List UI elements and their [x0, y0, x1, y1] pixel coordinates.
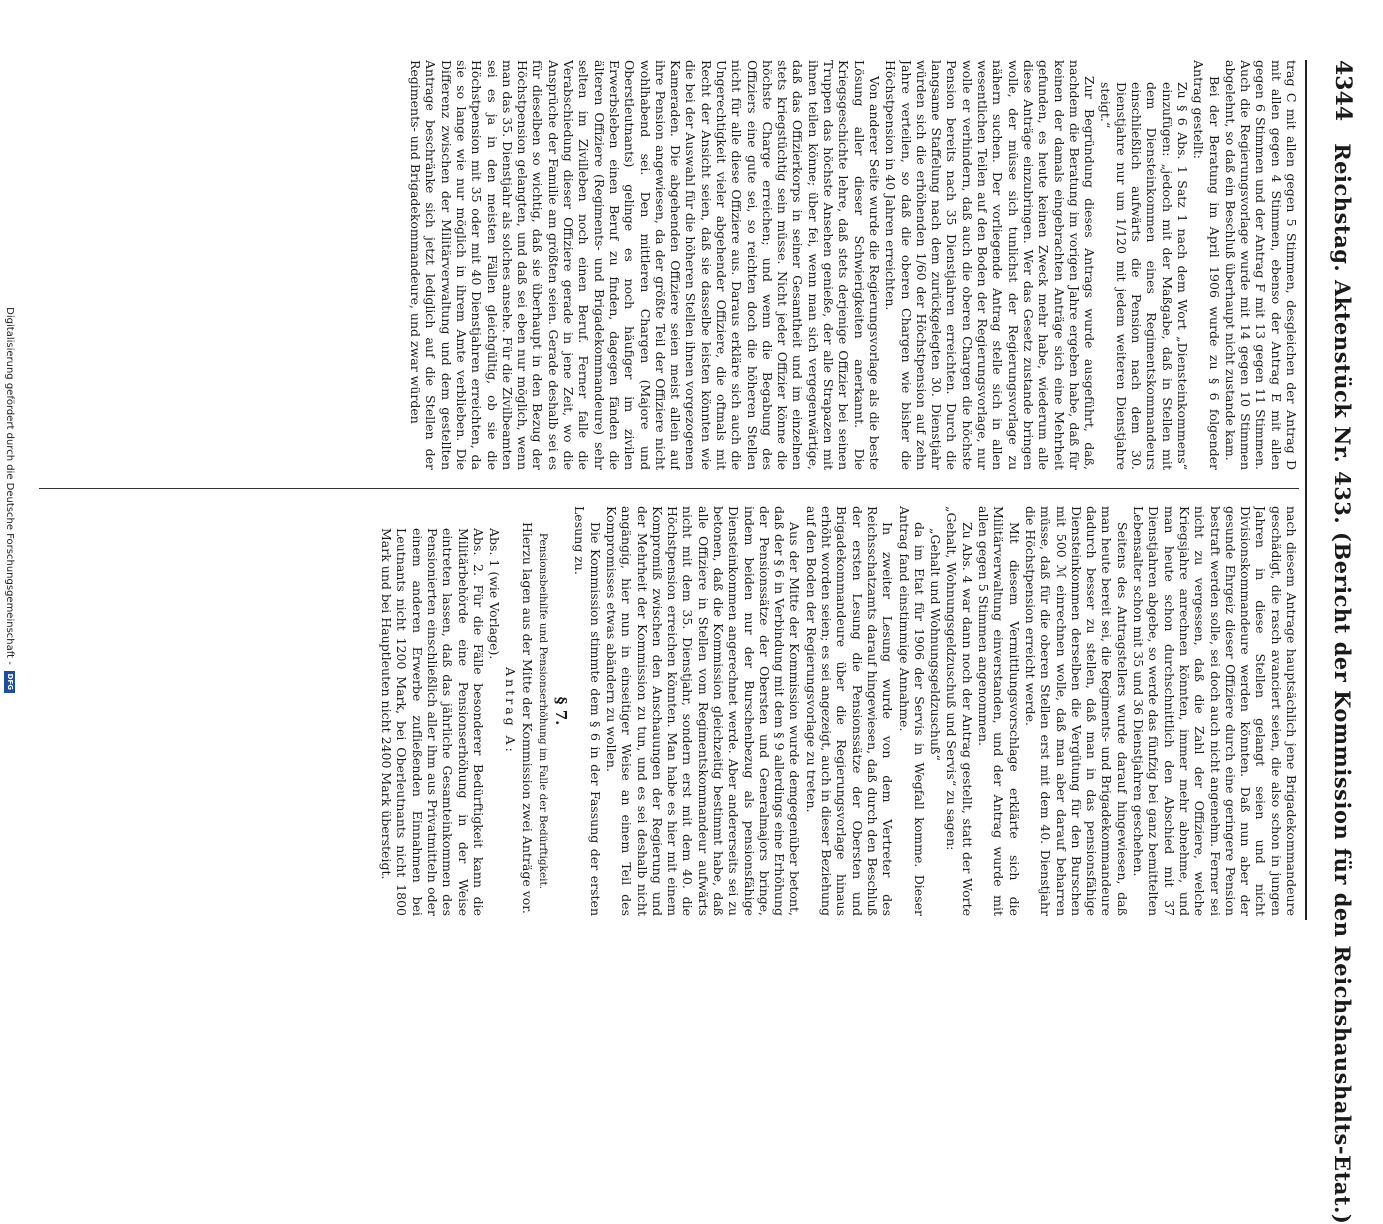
footer-text: Digitalisierung gefördert durch die Deutsche Forschungsgemeinschaft - [4, 307, 16, 665]
right-column-paragraph: Die Kommission stimmte dem § 6 in der Fassung der ersten Lesung zu. [572, 506, 603, 916]
left-column-paragraph: trag C mit allen gegen 5 Stimmen, desgleichen der Antrag D mit allen gegen 4 Stimmen, ebenso der Antrag E mit allen gegen 6 Stimmen und der Antrag F mit 13 gegen 11 Stimmen. Auch die Regierungsvorlage wurde mit 14 gegen 10 Stimmen abgelehnt, so daß ein Beschluß überhaupt nicht zustande kam. [1222, 60, 1299, 470]
left-column-paragraph: Zur Begründung dieses Antrags wurde ausgeführt, daß, nachdem die Beratung im vorigen Jahre ergeben habe, daß für keinen der damals eingebrachten Anträge sich eine Mehrheit gefunden, es heute keinen Zweck mehr habe, wiederum alle diese Anträge einzubringen. Wer das Gesetz zustande bringen wolle, der müsse sich tunlichst der Regierungsvorlage zu nähern suchen. Der vorliegende Antrag stelle sich in allen wesentlichen Teilen auf den Boden der Regierungsvorlage, nur wolle er verhindern, daß auch die oberen Chargen die höchste Pension bereits nach 35 Dienstjahren erreichten. Durch die langsame Staffelung nach dem zurückgelegten 30. Dienstjahr würden sich die erhöhenden 1/60 der Höchstpension auf zehn Jahre verteilen, so daß die oberen Chargen wie bisher die Höchstpension in 40 Jahren erreichten. [883, 60, 1098, 470]
page-number: 4344 [1330, 60, 1356, 122]
right-column-paragraph: Abs. 1 (wie Vorlage). [487, 528, 503, 660]
header-rule [1305, 60, 1307, 920]
page-header [1321, 60, 1365, 1224]
right-column-paragraph: Antrag A: [503, 667, 519, 755]
right-column [39, 506, 1299, 916]
right-column-paragraph: Hierzu lagen aus der Mitte der Kommission zwei Anträge vor. [519, 522, 535, 914]
right-column-paragraph: nach diesem Antrage hauptsächlich jene Brigadekommandeure geschädigt, die rasch avanciert seien, die also schon in jungen Jahren in diese Stellen gelangt seien und nicht Divisionskommandeure werden könnten. Daß nun aber der gesunde Ehrgeiz dieser Offiziere durch eine geringere Pension bestraft werden solle, sei doch auch nicht angenehm. Ferner sei nicht zu vergessen, daß die Zahl der Offiziere, welche Kriegsjahre anrechnen könnten, immer mehr abnehme, und man heute schon durchschnittlich den Abschied mit 37 Dienstjahren abgebe, so werde das fünfzig bei ganz bemittelten Lebensalter schon mit 35 und 36 Dienstjahren geschehen. [1131, 506, 1299, 916]
left-column-paragraph: Bei der Beratung im April 1906 wurde zu § 6 folgender Antrag gestellt: [1191, 60, 1222, 470]
right-column-paragraph: Abs. 2. Für die Fälle besonderer Bedürftigkeit kann die Militärbehörde eine Pensionserhöhung in der Weise eintreten lassen, daß das jährliche Gesamteinkommen des Pensionierten einschließlich aller ihm aus Privatmitteln oder einem anderen Erwerbe zufließenden Einnahmen bei Leutnants nicht 1200 Mark, bei Oberleutnants nicht 1800 Mark und bei Hauptleuten nicht 2400 Mark übersteigt. [379, 528, 486, 916]
right-column-paragraph: Zu Abs. 4 war dann noch der Antrag gestellt, statt der Worte „Gehalt, Wohnungsgeldzuschuß und Servis“ zu sagen: [944, 506, 975, 916]
right-column-paragraph: § 7. [552, 696, 571, 726]
left-column-paragraph: Zu § 6 Abs. 1 Satz 1 nach dem Wort „Diensteinkommens“ einzufügen: „jedoch mit der Maßgabe, daß in Stellen mit dem Diensteinkommen eines Regimentskommandeurs einschließlich aufwärts die Pension nach dem 30. Dienstjahre nur um 1/120 mit jedem weiteren Dienstjahre steigt.“ [1098, 82, 1190, 470]
right-column-paragraph: Mit diesem Vermittlungsvorschlage erklärte sich die Militärverwaltung einverstanden, und der Antrag wurde mit allen gegen 5 Stimmen angenommen. [976, 506, 1022, 916]
right-column-paragraph: da im Etat für 1906 der Servis in Wegfall komme. Dieser Antrag fand einstimmige Annahme. [896, 506, 927, 916]
left-column [39, 60, 1299, 470]
running-title: Reichstag. Aktenstück Nr. 433. (Bericht der Kommission für den Reichshaushalts-Etat.) [1330, 143, 1356, 1224]
right-column-paragraph: Aus der Mitte der Kommission wurde demgegenüber betont, daß der § 6 in Verbindung mit dem § 9 allerdings eine Erhöhung der Pensionssätze der Obersten und Generalmajors bringe, indem beiden nur der Burschenbezug als pensionsfähige Diensteinkommen angerechnet werde. Aber andererseits sei zu betonen, daß die Kommission gleichzeitig bestimmt habe, daß alle Offiziere in Stellen vom Regimentskommandeur aufwärts nicht mit dem 35. Dienstjahr, sondern erst mit dem 40. die Höchstpension erreichen könnten. Man habe es hier mit einem Kompromiß zwischen den Anschauungen der Regierung und der Mehrheit der Kommission zu tun, und es sei deshalb nicht angängig, hier nun in einseitiger Weise an einem Teil des Kompromisses etwas abändern zu wollen. [603, 506, 803, 916]
right-column-paragraph: In zweiter Lesung wurde von dem Vertreter des Reichsschatzamts darauf hingewiesen, daß durch den Beschluß der ersten Lesung die Pensionssätze der Obersten und Brigadekommandeure über die Regierungsvorlage hinaus erhöht worden seien; es sei angezeigt, auch in dieser Beziehung auf den Boden der Regierungsvorlage zu treten. [803, 506, 896, 916]
right-column-paragraph: „Gehalt und Wohnungsgeldzuschuß“ [928, 528, 944, 761]
column-divider [39, 488, 1299, 489]
dfg-logo: DFG [5, 671, 16, 693]
right-column-paragraph: Pensionsbeihilfe und Pensionserhöhung im Falle der Bedürftigkeit. [536, 532, 549, 890]
right-column-paragraph: Seitens des Antragstellers wurde darauf hingewiesen, daß man heute bereit sei, die Regiments- und Brigadekommandeure dadurch besser zu stellen, daß man in das pensionsfähige Diensteinkommen derselben die Vergütung für den Burschen mit 500 ℳ einrechnen wolle, daß man aber darauf beharren müsse, daß für die oberen Stellen erst mit dem 40. Dienstjahr die Höchstpension erreicht werde. [1022, 506, 1130, 916]
left-column-paragraph: Von anderer Seite wurde die Regierungsvorlage als die beste Lösung aller dieser Schwierigkeiten anerkannt. Die Kriegsgeschichte lehre, daß stets derjenige Offizier bei seinen Truppen das höchste Ansehen genieße, der alle Strapazen mit ihnen teilen könne; über fei, wenn man sich vergegenwärtige, daß das Offizierkorps in seiner Gesamtheit und im einzelnen stets kriegstüchtig sein müsse. Nicht jeder Offizier könne die höchste Charge erreichen; und wenn die Begabung des Offiziers eine gute sei, so reichten doch die höheren Stellen nicht für alle diese Offiziere aus. Daraus erkläre sich auch die Ungerechtigkeit vieler abgehender Offiziere, die oftmals mit Recht der Ansicht seien, daß sie dasselbe leisten könnten wie die bei der Auswahl für die höheren Stellen ihnen vorgezogenen Kameraden. Die abgehenden Offiziere seien meist allein auf ihre Pension angewiesen, da der größte Teil der Offiziere nicht wohlhabend sei. Den mittleren Chargen (Majore und Oberstleutnants) gelinge es noch häufiger im zivilen Erwerbsleben einen Beruf zu finden, dagegen fänden die älteren Offiziere (Regiments- und Brigadekommandeure) sehr selten im Zivilleben noch einen Beruf. Ferner falle die Verabschiedung dieser Offiziere gerade in jene Zeit, wo die Ansprüche der Familie am größten seien. Gerade deshalb sei es für dieselben so wichtig, daß sie überhaupt in den Bezug der Höchstpension gelangten, und daß sei eben nur möglich, wenn man das 35. Dienstjahr als solches ansehe. Für die Zivilbeamten sei es ja in den meisten Fällen gleichgültig, ob sie die Höchstpension mit 35 oder mit 40 Dienstjahren erreichten, da sie so lange wie nur möglich in ihrem Amte verblieben. Die Differenz zwischen der Militärverwaltung und dem gestellten Antrage beschränke sich jetzt lediglich auf die Stellen der Regiments- und Brigadekommandeure, und zwar würden [408, 60, 882, 470]
digitization-footer [3, 0, 17, 1000]
